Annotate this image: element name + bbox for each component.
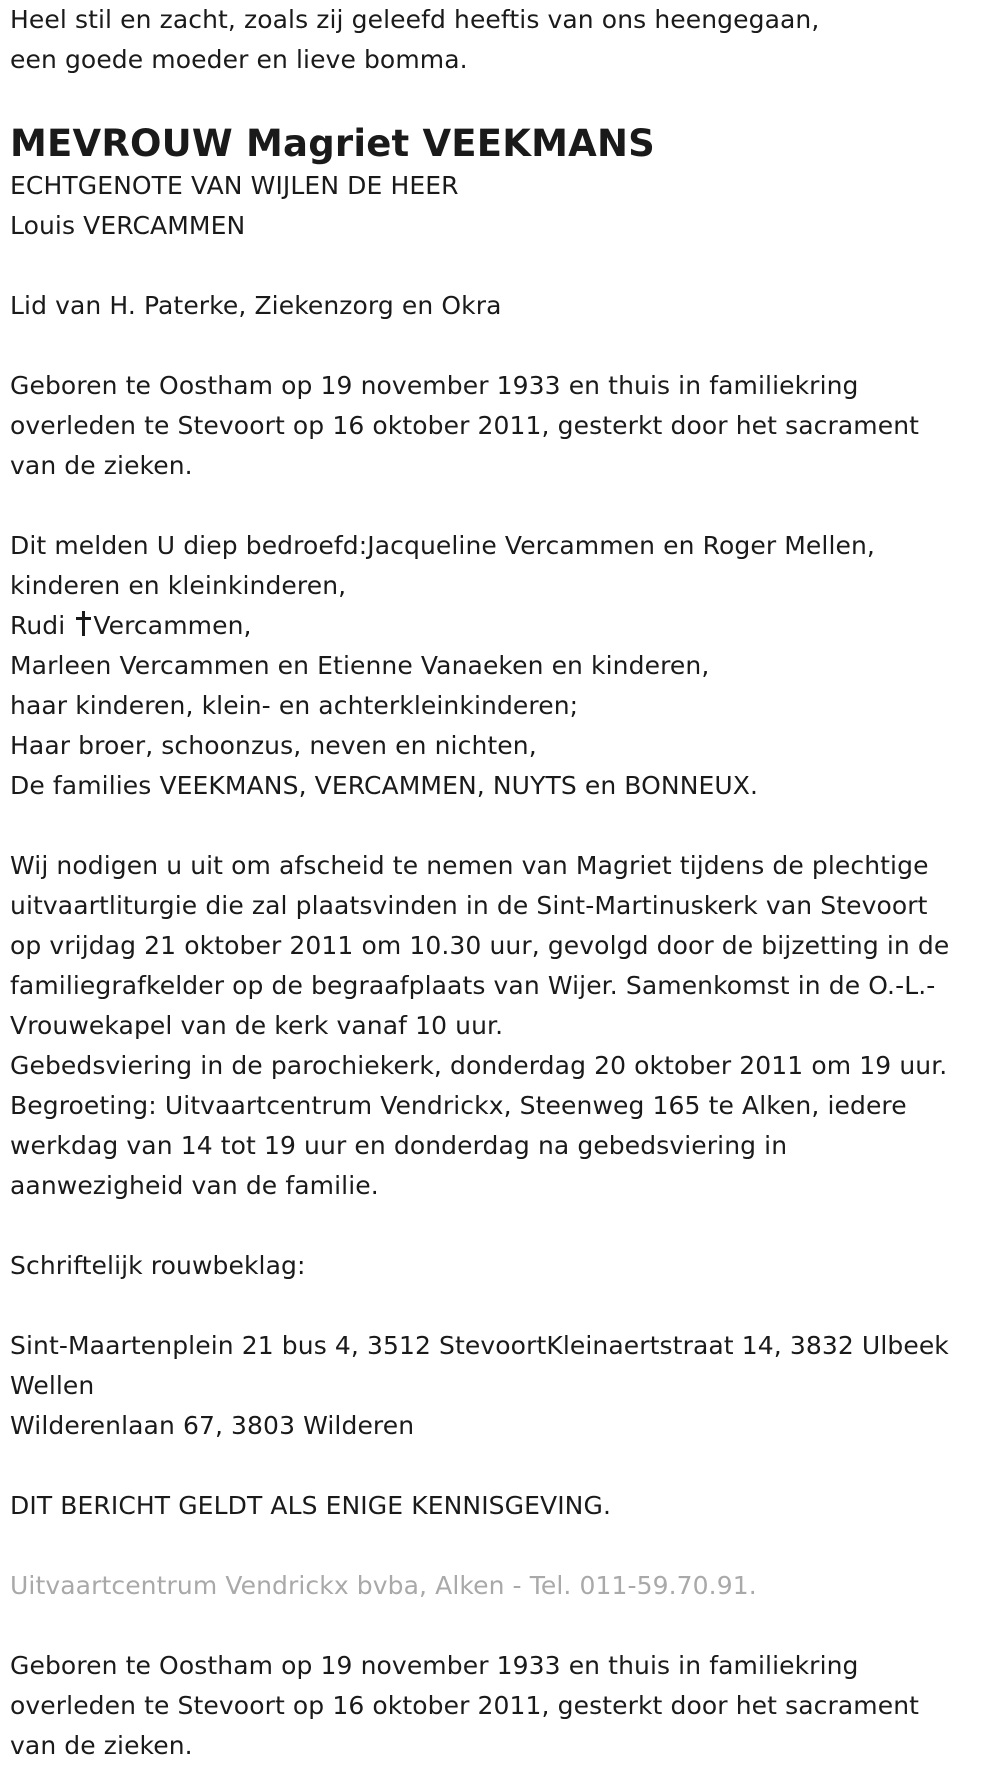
funeral-line: familiegrafkelder op de begraafplaats van Wijer. Samenkomst in de O.-L.- xyxy=(10,971,936,1000)
family-line: Haar broer, schoonzus, neven en nichten, xyxy=(10,731,537,760)
undertaker-contact: Uitvaartcentrum Vendrickx bvba, Alken - Tel. 011-59.70.91. xyxy=(10,1571,757,1600)
intro-line: Heel stil en zacht, zoals zij geleefd heeftis van ons heengegaan, xyxy=(10,5,820,34)
family-line-rudi xyxy=(10,606,990,646)
family-line: haar kinderen, klein- en achterkleinkinderen; xyxy=(10,691,579,720)
cross-icon xyxy=(75,610,91,636)
spouse-line: ECHTGENOTE VAN WIJLEN DE HEER xyxy=(10,171,459,200)
family-line: Dit melden U diep bedroefd:Jacqueline Vercammen en Roger Mellen, xyxy=(10,531,875,560)
spouse-info xyxy=(10,166,990,246)
birth-death-line: overleden te Stevoort op 16 oktober 2011, gesterkt door het sacrament xyxy=(10,411,920,440)
intro-text xyxy=(10,0,990,80)
funeral-details xyxy=(10,846,990,1206)
sole-notice: DIT BERICHT GELDT ALS ENIGE KENNISGEVING. xyxy=(10,1491,611,1520)
condolence-heading: Schriftelijk rouwbeklag: xyxy=(10,1251,306,1280)
address-line: Wellen xyxy=(10,1371,95,1400)
family-announcement xyxy=(10,526,990,806)
birth-death-line: Geboren te Oostham op 19 november 1933 en thuis in familiekring xyxy=(10,1651,859,1680)
funeral-line: Begroeting: Uitvaartcentrum Vendrickx, Steenweg 165 te Alken, iedere xyxy=(10,1091,907,1120)
funeral-line: op vrijdag 21 oktober 2011 om 10.30 uur, gevolgd door de bijzetting in de xyxy=(10,931,950,960)
birth-death-line: van de zieken. xyxy=(10,451,193,480)
deceased-name-title: MEVROUW Magriet VEEKMANS xyxy=(10,122,656,165)
funeral-line: Gebedsviering in de parochiekerk, donderdag 20 oktober 2011 om 19 uur. xyxy=(10,1051,948,1080)
birth-death-info-repeat xyxy=(10,1646,990,1766)
family-line: De families VEEKMANS, VERCAMMEN, NUYTS en BONNEUX. xyxy=(10,771,759,800)
membership-text: Lid van H. Paterke, Ziekenzorg en Okra xyxy=(10,291,502,320)
spouse-line: Louis VERCAMMEN xyxy=(10,211,246,240)
birth-death-line: overleden te Stevoort op 16 oktober 2011, gesterkt door het sacrament xyxy=(10,1691,920,1720)
family-line: Marleen Vercammen en Etienne Vanaeken en kinderen, xyxy=(10,651,710,680)
birth-death-line: van de zieken. xyxy=(10,1731,193,1760)
birth-death-line: Geboren te Oostham op 19 november 1933 en thuis in familiekring xyxy=(10,371,859,400)
family-line: kinderen en kleinkinderen, xyxy=(10,571,347,600)
address-line: Sint-Maartenplein 21 bus 4, 3512 StevoortKleinaertstraat 14, 3832 Ulbeek xyxy=(10,1331,949,1360)
rudi-last-name: Vercammen, xyxy=(93,611,252,640)
funeral-line: werkdag van 14 tot 19 uur en donderdag na gebedsviering in xyxy=(10,1131,788,1160)
intro-line: een goede moeder en lieve bomma. xyxy=(10,45,468,74)
address-line: Wilderenlaan 67, 3803 Wilderen xyxy=(10,1411,415,1440)
birth-death-info xyxy=(10,366,990,486)
rudi-first-name: Rudi xyxy=(10,611,66,640)
funeral-line: Wij nodigen u uit om afscheid te nemen van Magriet tijdens de plechtige xyxy=(10,851,929,880)
condolence-addresses xyxy=(10,1326,990,1446)
funeral-line: aanwezigheid van de familie. xyxy=(10,1171,379,1200)
funeral-line: Vrouwekapel van de kerk vanaf 10 uur. xyxy=(10,1011,504,1040)
funeral-line: uitvaartliturgie die zal plaatsvinden in de Sint-Martinuskerk van Stevoort xyxy=(10,891,928,920)
